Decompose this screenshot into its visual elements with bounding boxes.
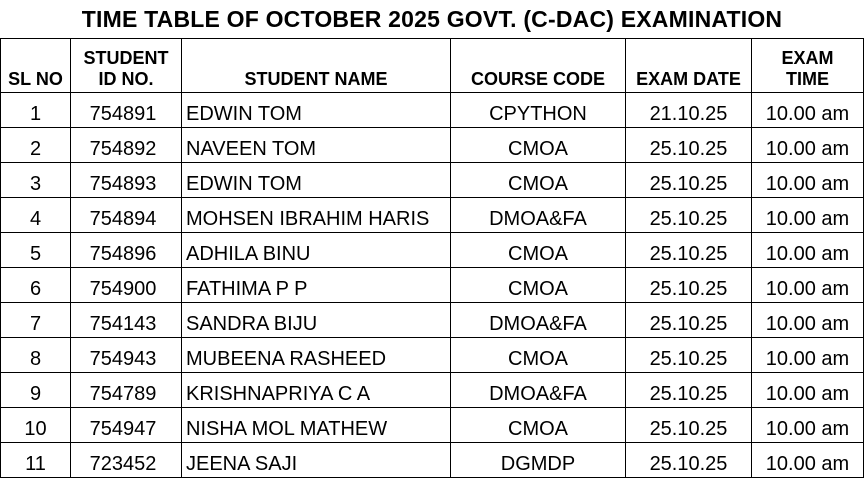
header-exam-time	[752, 39, 864, 93]
cell-student-name: SANDRA BIJU	[182, 303, 451, 338]
cell-exam-time: 10.00 am	[752, 93, 864, 128]
cell-course-code: CMOA	[451, 128, 626, 163]
cell-course-code: CMOA	[451, 268, 626, 303]
cell-student-id: 754947	[71, 408, 182, 443]
cell-sl-no: 1	[1, 93, 71, 128]
cell-student-name: FATHIMA P P	[182, 268, 451, 303]
cell-sl-no: 9	[1, 373, 71, 408]
cell-exam-date: 25.10.25	[626, 128, 752, 163]
cell-student-name: JEENA SAJI	[182, 443, 451, 478]
cell-exam-date: 25.10.25	[626, 373, 752, 408]
header-exam-date: EXAM DATE	[626, 39, 752, 93]
table-header-row	[1, 39, 864, 93]
cell-student-name: EDWIN TOM	[182, 93, 451, 128]
cell-exam-time: 10.00 am	[752, 408, 864, 443]
cell-course-code: CMOA	[451, 408, 626, 443]
cell-sl-no: 4	[1, 198, 71, 233]
page-title: TIME TABLE OF OCTOBER 2025 GOVT. (C-DAC) EXAMINATION	[81, 6, 783, 32]
table-row	[1, 303, 864, 338]
cell-exam-time: 10.00 am	[752, 338, 864, 373]
cell-course-code: CMOA	[451, 163, 626, 198]
cell-exam-date: 25.10.25	[626, 163, 752, 198]
cell-sl-no: 5	[1, 233, 71, 268]
cell-sl-no: 2	[1, 128, 71, 163]
cell-exam-time: 10.00 am	[752, 303, 864, 338]
cell-course-code: DMOA&FA	[451, 198, 626, 233]
cell-exam-time: 10.00 am	[752, 198, 864, 233]
cell-exam-time: 10.00 am	[752, 373, 864, 408]
cell-exam-time: 10.00 am	[752, 163, 864, 198]
cell-sl-no: 8	[1, 338, 71, 373]
cell-student-id: 754143	[71, 303, 182, 338]
cell-student-name: NAVEEN TOM	[182, 128, 451, 163]
cell-exam-date: 25.10.25	[626, 338, 752, 373]
cell-student-name: NISHA MOL MATHEW	[182, 408, 451, 443]
cell-exam-time: 10.00 am	[752, 233, 864, 268]
cell-exam-time: 10.00 am	[752, 443, 864, 478]
header-exam-time-line1: EXAM	[781, 48, 834, 68]
header-sl-no: SL NO	[1, 39, 71, 93]
header-student-id-line1: STUDENT	[83, 48, 169, 68]
header-student-name: STUDENT NAME	[182, 39, 451, 93]
header-course-code: COURSE CODE	[451, 39, 626, 93]
cell-student-name: MOHSEN IBRAHIM HARIS	[182, 198, 451, 233]
table-row	[1, 373, 864, 408]
cell-student-id: 754891	[71, 93, 182, 128]
cell-sl-no: 10	[1, 408, 71, 443]
cell-student-id: 723452	[71, 443, 182, 478]
cell-course-code: CMOA	[451, 233, 626, 268]
cell-student-id: 754896	[71, 233, 182, 268]
cell-sl-no: 11	[1, 443, 71, 478]
cell-exam-date: 25.10.25	[626, 233, 752, 268]
cell-student-id: 754893	[71, 163, 182, 198]
cell-exam-time: 10.00 am	[752, 128, 864, 163]
cell-student-name: KRISHNAPRIYA C A	[182, 373, 451, 408]
table-row	[1, 198, 864, 233]
cell-exam-date: 25.10.25	[626, 443, 752, 478]
timetable-table	[0, 38, 864, 478]
table-row	[1, 233, 864, 268]
table-row	[1, 163, 864, 198]
table-row	[1, 408, 864, 443]
cell-sl-no: 6	[1, 268, 71, 303]
cell-course-code: DMOA&FA	[451, 303, 626, 338]
cell-course-code: DGMDP	[451, 443, 626, 478]
cell-student-id: 754789	[71, 373, 182, 408]
cell-student-id: 754943	[71, 338, 182, 373]
cell-student-name: EDWIN TOM	[182, 163, 451, 198]
table-row	[1, 443, 864, 478]
cell-sl-no: 7	[1, 303, 71, 338]
cell-exam-date: 25.10.25	[626, 408, 752, 443]
cell-exam-date: 21.10.25	[626, 93, 752, 128]
cell-student-id: 754892	[71, 128, 182, 163]
cell-exam-date: 25.10.25	[626, 198, 752, 233]
cell-course-code: DMOA&FA	[451, 373, 626, 408]
table-row	[1, 268, 864, 303]
cell-exam-time: 10.00 am	[752, 268, 864, 303]
cell-exam-date: 25.10.25	[626, 303, 752, 338]
table-row	[1, 128, 864, 163]
cell-course-code: CMOA	[451, 338, 626, 373]
header-student-id-line2: ID NO.	[98, 69, 154, 89]
header-exam-time-line2: TIME	[786, 69, 829, 89]
table-row	[1, 338, 864, 373]
cell-course-code: CPYTHON	[451, 93, 626, 128]
cell-student-name: ADHILA BINU	[182, 233, 451, 268]
cell-exam-date: 25.10.25	[626, 268, 752, 303]
cell-sl-no: 3	[1, 163, 71, 198]
cell-student-id: 754900	[71, 268, 182, 303]
cell-student-name: MUBEENA RASHEED	[182, 338, 451, 373]
cell-student-id: 754894	[71, 198, 182, 233]
table-row	[1, 93, 864, 128]
header-student-id	[71, 39, 182, 93]
